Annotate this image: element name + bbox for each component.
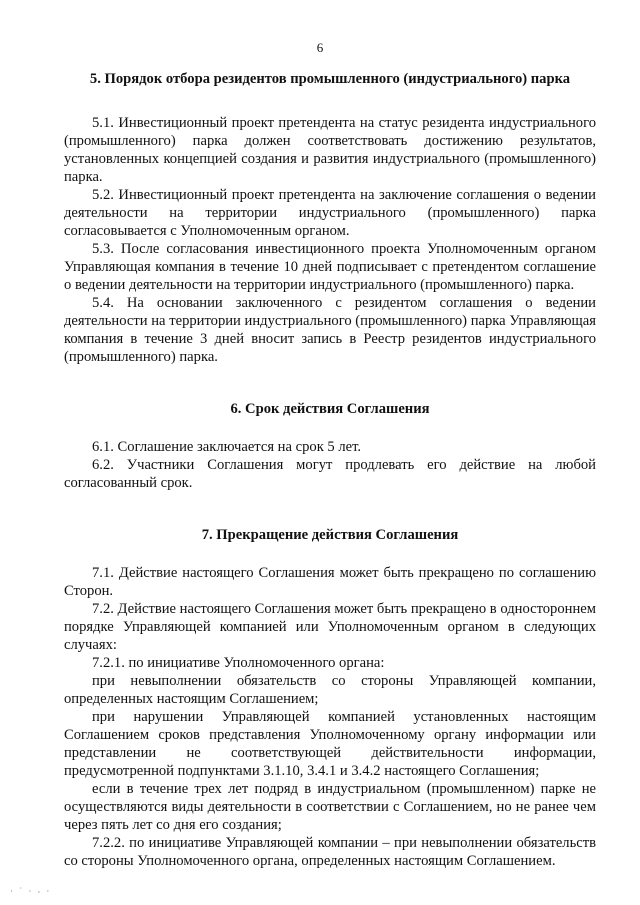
paragraph-6-1: 6.1. Соглашение заключается на срок 5 лет. [92, 439, 362, 455]
paragraph-7-2-1-c: если в течение трех лет подряд в индустриальном (промышленном) парке не осуществляются виды деятельности в соответствии с Соглашением, но не ранее чем через пять лет со дня его создания; [64, 781, 596, 833]
paragraph-7-2-2: 7.2.2. по инициативе Управляющей компании – при невыполнении обязательств со стороны Уполномоченного органа, определенных настоящим Соглашением. [64, 835, 596, 869]
page-number: 6 [316, 40, 324, 55]
paragraph-7-2-1-b: при нарушении Управляющей компанией установленных настоящим Соглашением сроков представления Уполномоченному органу информации или представлении не соответствующей действительности информации, предусмотренной подпунктами 3.1.10, 3.4.1 и 3.4.2 настоящего Соглашения; [64, 709, 596, 779]
paragraph-7-2: 7.2. Действие настоящего Соглашения может быть прекращено в одностороннем порядке Управляющей компанией или Уполномоченным органом в следующих случаях: [64, 601, 596, 653]
paragraph-7-1: 7.1. Действие настоящего Соглашения может быть прекращено по соглашению Сторон. [64, 565, 596, 599]
section-5-title: 5. Порядок отбора резидентов промышленного (индустриального) парка [89, 71, 571, 87]
paragraph-5-4: 5.4. На основании заключенного с резидентом соглашения о ведении деятельности на территории индустриального (промышленного) парка Управляющая компания в течение 3 дней вносит запись в Реестр резидентов индустриального (промышленного) парка. [64, 295, 596, 365]
section-7-title: 7. Прекращение действия Соглашения [201, 527, 459, 543]
section-6-title: 6. Срок действия Соглашения [230, 401, 430, 417]
scan-noise: · ˙ · ⸳ · [10, 886, 52, 896]
paragraph-7-2-1-a: при невыполнении обязательств со стороны Управляющей компании, определенных настоящим Соглашением; [64, 673, 596, 707]
paragraph-6-2: 6.2. Участники Соглашения могут продлевать его действие на любой согласованный срок. [64, 457, 596, 491]
paragraph-5-1: 5.1. Инвестиционный проект претендента на статус резидента индустриального (промышленного) парка должен соответствовать достижению результатов, установленных концепцией создания и развития индустриального (промышленного) парка. [64, 115, 596, 185]
paragraph-5-3: 5.3. После согласования инвестиционного проекта Уполномоченным органом Управляющая компания в течение 10 дней подписывает с претендентом соглашение о ведении деятельности на территории индустриального (промышленного) парка. [64, 241, 596, 293]
paragraph-7-2-1: 7.2.1. по инициативе Уполномоченного органа: [92, 655, 385, 671]
paragraph-5-2: 5.2. Инвестиционный проект претендента на заключение соглашения о ведении деятельности на территории индустриального (промышленного) парка согласовывается с Уполномоченным органом. [64, 187, 596, 239]
document-body [64, 62, 596, 870]
